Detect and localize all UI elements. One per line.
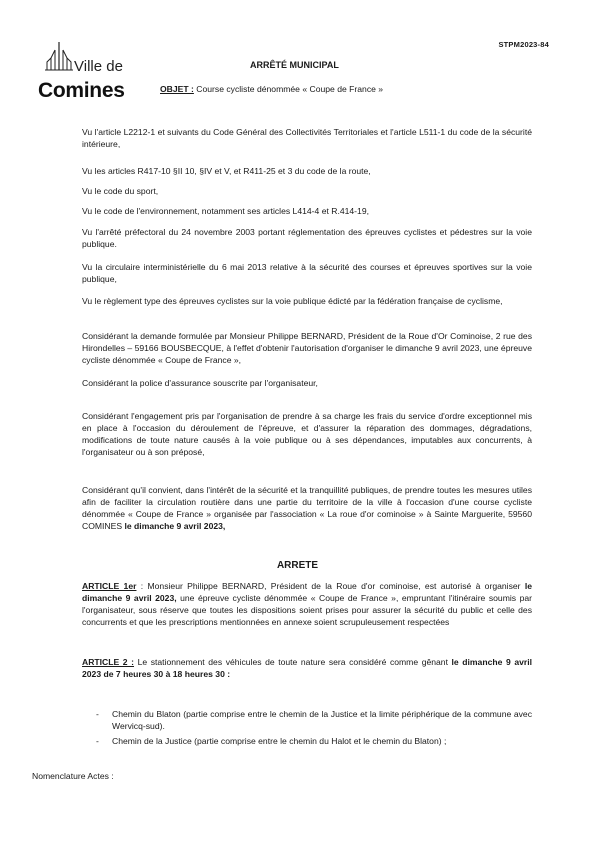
paragraph-vu-route: Vu les articles R417-10 §II 10, §IV et V, et R411-25 et 3 du code de la route, xyxy=(82,166,371,176)
street-list xyxy=(82,708,532,750)
list-item-text: Chemin du Blaton (partie comprise entre le chemin de la Justice et la limite périphérique de la commune avec Wervicq-sud). xyxy=(112,709,532,732)
article-2 xyxy=(82,656,532,680)
paragraph-considerant-securite xyxy=(82,484,532,532)
article-2-schedule: le dimanche 9 avril 2023 de 7 heures 30 à 18 heures 30 : xyxy=(82,657,532,680)
paragraph-vu-circulaire: Vu la circulaire interministérielle du 6 mai 2013 relative à la sécurité des courses et épreuves sportives sur la voie publique, xyxy=(82,262,532,285)
article-1 xyxy=(82,580,532,628)
arrete-heading: ARRETE xyxy=(276,560,319,571)
article-1-date: le dimanche 9 avril 2023, xyxy=(82,581,532,604)
paragraph-considerant-engagement: Considérant l'engagement pris par l'organisation de prendre à sa charge les frais du service d'ordre exceptionnel mis en place à l'occasion du déroulement de l'épreuve, et d'assurer la réparation des dommages, dégradations, modifications de toute nature causés à la voie publique ou à ses dépendances, imputables aux concurrents, à l'organisateur ou à son préposé, xyxy=(82,411,532,458)
church-icon xyxy=(42,40,76,76)
paragraph-vu-sport: Vu le code du sport, xyxy=(82,186,159,196)
paragraph-vu-reglement: Vu le règlement type des épreuves cyclistes sur la voie publique édicté par la fédération française de cyclisme, xyxy=(82,296,503,306)
city-logo xyxy=(38,40,148,105)
list-item xyxy=(82,735,532,747)
article-1-label: ARTICLE 1er xyxy=(82,581,137,591)
bullet-dash: - xyxy=(96,736,99,747)
article-1-text-post: une épreuve cycliste dénommée « Coupe de France », empruntant l'itinéraire soumis par l'organisateur, sous réserve que toutes les dispositions soient prises pour assurer la sécurité du public et celle des concurrents et que les prescriptions mentionnées en annexe soient scrupuleusement respectées xyxy=(82,593,532,628)
document-reference: STPM2023-84 xyxy=(498,40,549,49)
paragraph-vu-arrete-prefectoral: Vu l'arrêté préfectoral du 24 novembre 2003 portant réglementation des épreuves cyclistes et pédestres sur la voie publique. xyxy=(82,227,532,250)
paragraph-vu-environnement: Vu le code de l'environnement, notamment ses articles L414-4 et R.414-19, xyxy=(82,206,369,216)
objet-label: OBJET : xyxy=(160,84,194,94)
objet-line xyxy=(160,84,383,94)
document-title: ARRÊTÉ MUNICIPAL xyxy=(250,60,339,70)
bullet-dash: - xyxy=(96,709,99,719)
list-item-text: Chemin de la Justice (partie comprise entre le chemin du Halot et le chemin du Blaton) ; xyxy=(112,736,447,747)
logo-comines-text: Comines xyxy=(38,79,125,102)
objet-text: Course cycliste dénommée « Coupe de France » xyxy=(193,84,384,94)
nomenclature-footer: Nomenclature Actes : xyxy=(32,771,114,781)
considerant-securite-date: le dimanche 9 avril 2023, xyxy=(124,521,226,532)
paragraph-considerant-assurance: Considérant la police d'assurance souscrite par l'organisateur, xyxy=(82,378,318,388)
logo-ville-text: Ville de xyxy=(74,58,123,75)
article-1-text-pre: : Monsieur Philippe BERNARD, Président de la Roue d'or cominoise, est autorisé à organiser xyxy=(136,581,525,591)
paragraph-vu-cgct: Vu l'article L2212-1 et suivants du Code Général des Collectivités Territoriales et l'article L511-1 du code de la sécurité intérieure, xyxy=(82,127,532,150)
list-item xyxy=(82,708,532,732)
article-2-label: ARTICLE 2 : xyxy=(82,657,135,667)
considerant-securite-text: Considérant qu'il convient, dans l'intérêt de la sécurité et la tranquillité publiques, de prendre toutes les mesures utiles afin de faciliter la circulation routière dans une partie du territoire de la ville à l'occasion d'une course cycliste dénommée « Coupe de France » organisée par l'association « La roue d'or cominoise » à Sainte Marguerite, 59560 COMINES xyxy=(82,485,532,532)
article-2-text-pre: Le stationnement des véhicules de toute nature sera considéré comme gênant xyxy=(134,657,452,667)
paragraph-considerant-demande: Considérant la demande formulée par Monsieur Philippe BERNARD, Président de la Roue d'Or Cominoise, 2 rue des Hirondelles – 59166 BOUSBECQUE, à l'effet d'obtenir l'autorisation d'organiser le dimanche 9 avril 2023, une épreuve cycliste dénommée « Coupe de France », xyxy=(82,331,532,366)
